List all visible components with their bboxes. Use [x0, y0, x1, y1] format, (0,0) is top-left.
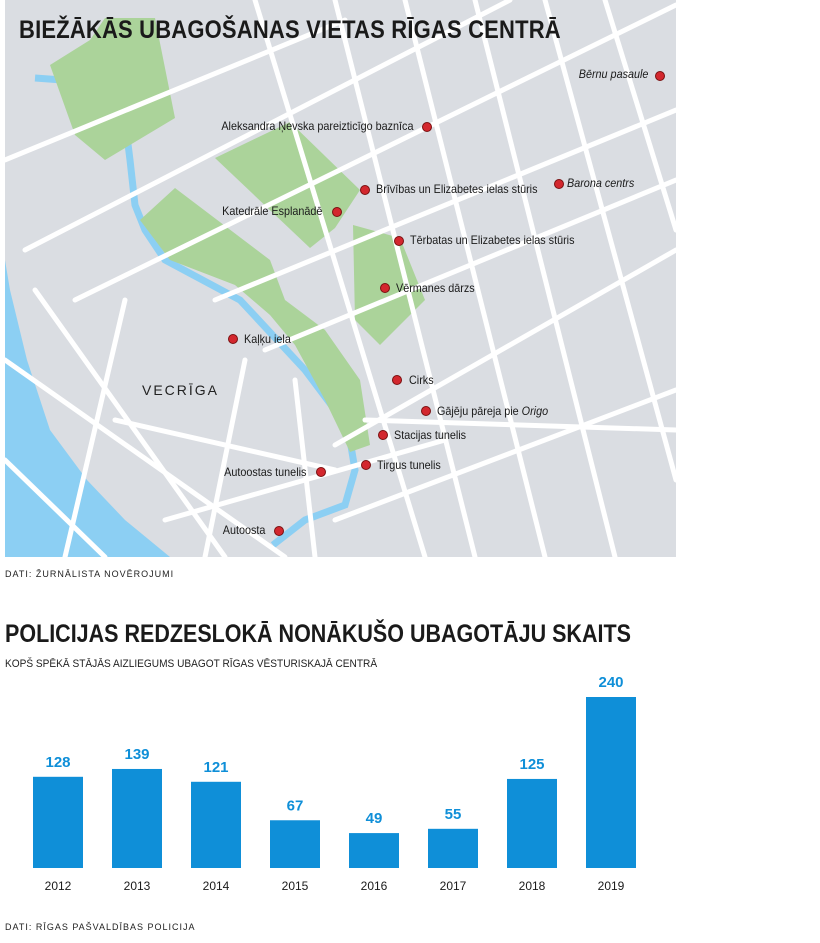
- place-terbatas-elizabetes: Tērbatas un Elizabetes ielas stūris: [410, 233, 575, 247]
- place-vermanes-darzs: Vērmanes dārzs: [396, 281, 475, 295]
- marker-autoostas-tunelis: [316, 467, 326, 477]
- x-tick-label-2012: 2012: [44, 879, 72, 890]
- place-gajeju-pareja-origo: Origo: [521, 404, 549, 418]
- marker-autoosta: [274, 526, 284, 536]
- x-tick-label-2019: 2019: [597, 879, 625, 890]
- marker-stacijas-tunelis: [378, 430, 388, 440]
- place-stacijas-tunelis: Stacijas tunelis: [394, 428, 467, 442]
- place-barona-centrs: Barona centrs: [567, 176, 635, 190]
- place-bernu-pasaule: Bērnu pasaule: [578, 67, 648, 81]
- x-tick-label-2015: 2015: [281, 879, 309, 890]
- marker-nevska-baznica: [422, 122, 432, 132]
- bar-2018: [507, 779, 557, 868]
- marker-bernu-pasaule: [655, 71, 665, 81]
- marker-cirks: [392, 375, 402, 385]
- bar-value-label-2012: 128: [45, 753, 71, 771]
- bar-value-label-2013: 139: [124, 745, 150, 763]
- x-tick-label-2014: 2014: [202, 879, 230, 890]
- bar-value-label-2019: 240: [598, 674, 624, 691]
- bar-value-label-2016: 49: [365, 810, 383, 828]
- place-autoosta: Autoosta: [222, 523, 265, 537]
- x-tick-label-2016: 2016: [360, 879, 388, 890]
- place-autoostas-tunelis: Autoostas tunelis: [223, 465, 306, 479]
- chart-source: DATI: RĪGAS PAŠVALDĪBAS POLICIJA: [5, 922, 196, 932]
- x-tick-label-2018: 2018: [518, 879, 546, 890]
- bar-2019: [586, 697, 636, 868]
- bar-value-label-2015: 67: [286, 797, 304, 815]
- bar-2017: [428, 829, 478, 868]
- place-gajeju-pareja-text: Gājēju pāreja pie: [437, 404, 519, 418]
- marker-barona-centrs: [554, 179, 564, 189]
- bar-value-label-2018: 125: [519, 755, 545, 773]
- x-tick-label-2013: 2013: [123, 879, 151, 890]
- bar-chart: [0, 670, 820, 890]
- place-tirgus-tunelis: Tirgus tunelis: [377, 458, 441, 472]
- bar-value-label-2014: 121: [203, 758, 229, 776]
- marker-tirgus-tunelis: [361, 460, 371, 470]
- marker-vermanes-darzs: [380, 283, 390, 293]
- map-graphic: [5, 0, 676, 557]
- marker-katedrale: [332, 207, 342, 217]
- place-brivibas-elizabetes: Brīvības un Elizabetes ielas stūris: [376, 182, 538, 196]
- chart-title: POLICIJAS REDZESLOKĀ NONĀKUŠO UBAGOTĀJU SKAITS: [5, 620, 631, 648]
- bar-2014: [191, 782, 241, 868]
- place-katedrale: Katedrāle Esplanādē: [221, 204, 322, 218]
- marker-kalku-iela: [228, 334, 238, 344]
- place-nevska-baznica: Aleksandra Ņevska pareizticīgo baznīca: [220, 119, 413, 133]
- place-kalku-iela: Kaļķu iela: [244, 332, 291, 346]
- marker-brivibas-elizabetes: [360, 185, 370, 195]
- bar-2015: [270, 820, 320, 868]
- marker-terbatas-elizabetes: [394, 236, 404, 246]
- marker-gajeju-pareja: [421, 406, 431, 416]
- place-cirks: Cirks: [409, 373, 434, 387]
- bar-2012: [33, 777, 83, 868]
- x-tick-label-2017: 2017: [439, 879, 467, 890]
- place-gajeju-pareja: [437, 404, 548, 418]
- map-title: BIEŽĀKĀS UBAGOŠANAS VIETAS RĪGAS CENTRĀ: [19, 16, 561, 44]
- map: [5, 0, 676, 557]
- chart-subtitle: KOPŠ SPĒKĀ STĀJĀS AIZLIEGUMS UBAGOT RĪGAS VĒSTURISKAJĀ CENTRĀ: [5, 658, 378, 670]
- bar-value-label-2017: 55: [444, 805, 462, 823]
- bar-2016: [349, 833, 399, 868]
- district-label-vecriga: VECRĪGA: [142, 382, 220, 398]
- bar-2013: [112, 769, 162, 868]
- map-source: DATI: ŽURNĀLISTA NOVĒROJUMI: [5, 569, 175, 579]
